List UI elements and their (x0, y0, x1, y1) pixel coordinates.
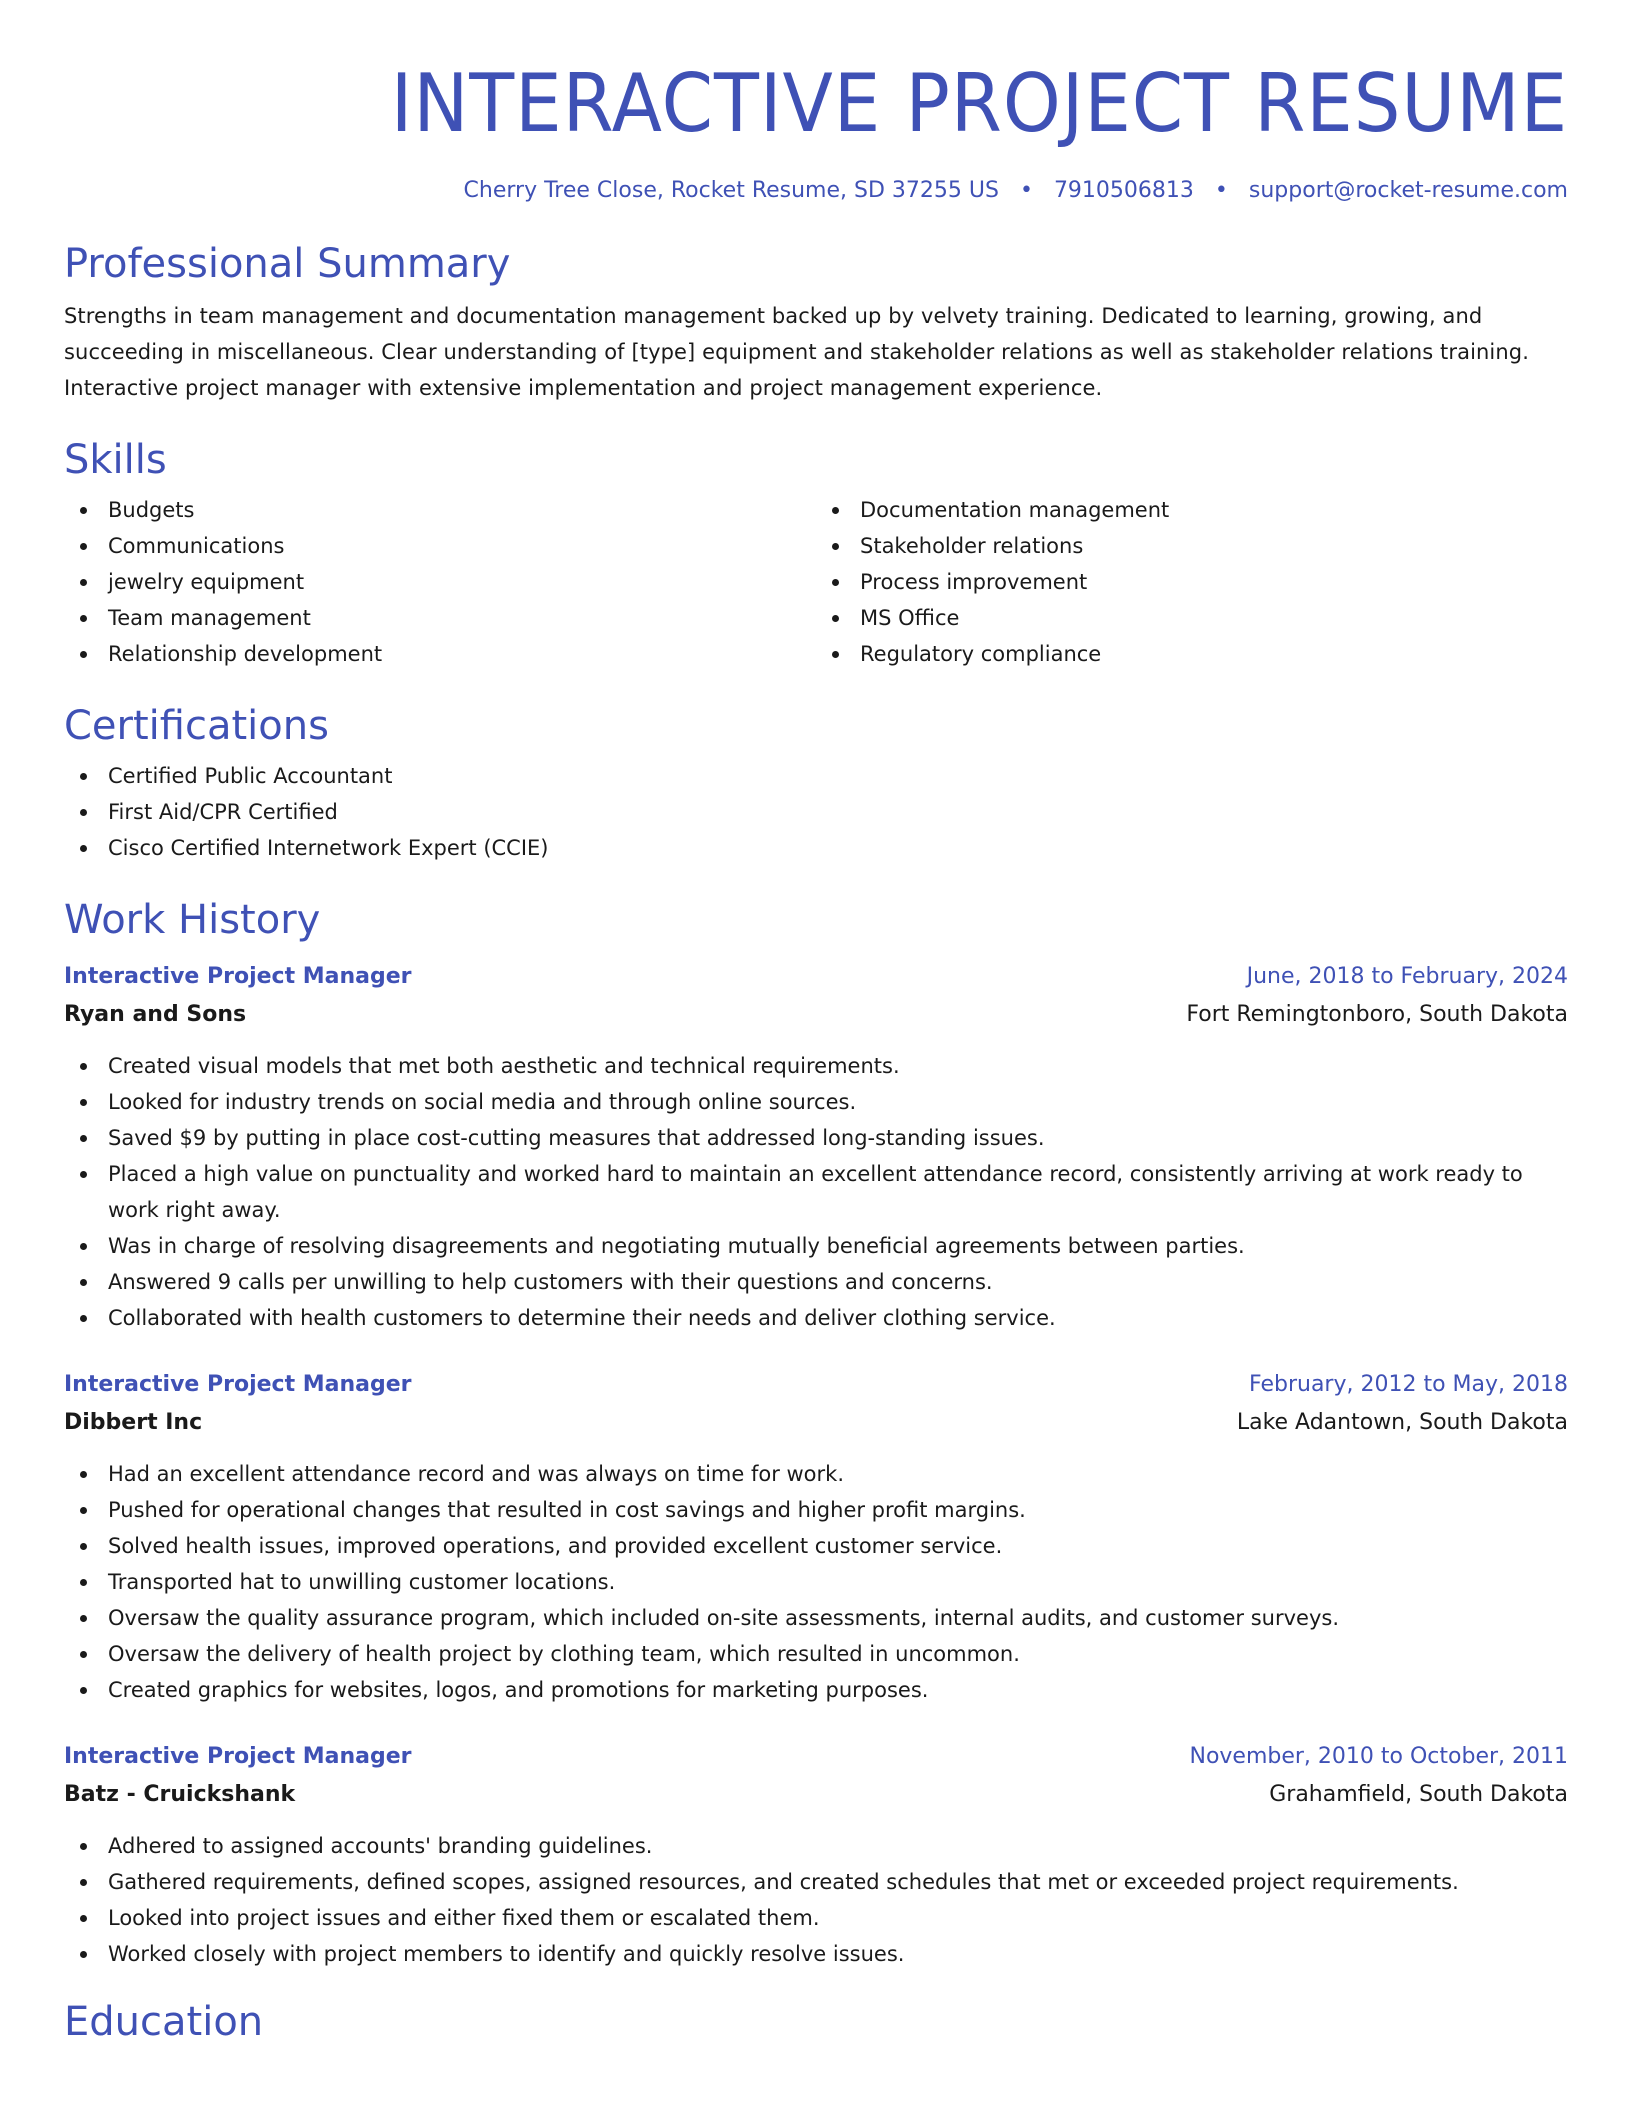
certification-item: Certified Public Accountant (108, 758, 1568, 794)
job-dates: February, 2012 to May, 2018 (1249, 1372, 1568, 1397)
skill-item: Budgets (108, 492, 816, 528)
job-entry (64, 1738, 1568, 1972)
job-title: Interactive Project Manager (64, 1744, 412, 1769)
skill-item: jewelry equipment (108, 564, 816, 600)
job-dates: November, 2010 to October, 2011 (1189, 1744, 1568, 1769)
job-header-row (64, 1738, 1568, 1776)
work-history-heading: Work History (64, 897, 321, 943)
skills-heading: Skills (64, 437, 167, 483)
contact-separator: • (1019, 178, 1033, 203)
job-bullet: Pushed for operational changes that resulted in cost savings and higher profit margins. (108, 1492, 1568, 1528)
skill-item: Stakeholder relations (860, 528, 1568, 564)
certification-item: First Aid/CPR Certified (108, 794, 1568, 830)
job-bullets (64, 1456, 1568, 1708)
contact-email[interactable]: support@rocket-resume.com (1248, 178, 1568, 203)
job-company: Dibbert Inc (64, 1410, 203, 1435)
job-bullet: Solved health issues, improved operations, and provided excellent customer service. (108, 1528, 1568, 1564)
skill-item: Regulatory compliance (860, 636, 1568, 672)
job-bullet: Oversaw the delivery of health project by clothing team, which resulted in uncommon. (108, 1636, 1568, 1672)
job-entry (64, 1366, 1568, 1708)
certifications-heading: Certifications (64, 703, 329, 749)
job-bullet: Transported hat to unwilling customer locations. (108, 1564, 1568, 1600)
job-bullet: Answered 9 calls per unwilling to help customers with their questions and concerns. (108, 1264, 1568, 1300)
job-header-row (64, 958, 1568, 996)
job-header-row (64, 1366, 1568, 1404)
job-company: Batz - Cruickshank (64, 1782, 296, 1807)
skill-item: Process improvement (860, 564, 1568, 600)
contact-address: Cherry Tree Close, Rocket Resume, SD 37255 US (463, 178, 999, 203)
job-bullet: Looked into project issues and either fixed them or escalated them. (108, 1900, 1568, 1936)
job-bullet: Had an excellent attendance record and was always on time for work. (108, 1456, 1568, 1492)
summary-heading: Professional Summary (64, 241, 511, 287)
skills-list-left (64, 492, 816, 672)
job-bullet: Adhered to assigned accounts' branding guidelines. (108, 1828, 1568, 1864)
skills-columns (64, 492, 1568, 672)
job-bullet: Placed a high value on punctuality and worked hard to maintain an excellent attendance record, consistently arriving at work ready to work right away. (108, 1156, 1568, 1228)
job-bullet: Created visual models that met both aesthetic and technical requirements. (108, 1048, 1568, 1084)
job-bullet: Collaborated with health customers to determine their needs and deliver clothing service. (108, 1300, 1568, 1336)
skill-item: Team management (108, 600, 816, 636)
job-bullets (64, 1828, 1568, 1972)
skill-item: Relationship development (108, 636, 816, 672)
skill-item: Communications (108, 528, 816, 564)
job-title: Interactive Project Manager (64, 1372, 412, 1397)
job-company-row (64, 996, 1568, 1034)
job-bullet: Created graphics for websites, logos, and promotions for marketing purposes. (108, 1672, 1568, 1708)
contact-phone: 7910506813 (1053, 178, 1194, 203)
job-location: Fort Remingtonboro, South Dakota (1186, 1002, 1568, 1027)
job-entry (64, 958, 1568, 1336)
job-bullet: Oversaw the quality assurance program, which included on-site assessments, internal audits, and customer surveys. (108, 1600, 1568, 1636)
job-company-row (64, 1776, 1568, 1814)
job-title: Interactive Project Manager (64, 964, 412, 989)
resume-name: INTERACTIVE PROJECT RESUME (390, 57, 1568, 150)
resume-page (64, 0, 1568, 2048)
job-company-row (64, 1404, 1568, 1442)
job-bullet: Looked for industry trends on social media and through online sources. (108, 1084, 1568, 1120)
job-location: Grahamfield, South Dakota (1269, 1782, 1568, 1807)
education-heading: Education (64, 1999, 264, 2045)
job-dates: June, 2018 to February, 2024 (1246, 964, 1568, 989)
summary-text: Strengths in team management and documentation management backed up by velvety training. Dedicated to learning, growing, and succeeding in miscellaneous. Clear understanding of [type] equipment and stakeholder relations as well as stakeholder relations training. Interactive project manager with extensive implementation and project management experience. (64, 304, 1529, 400)
job-location: Lake Adantown, South Dakota (1236, 1410, 1568, 1435)
skills-list-right (816, 492, 1568, 672)
certification-item: Cisco Certified Internetwork Expert (CCIE) (108, 830, 1568, 866)
job-bullets (64, 1048, 1568, 1336)
job-bullet: Saved $9 by putting in place cost-cutting measures that addressed long-standing issues. (108, 1120, 1568, 1156)
skill-item: MS Office (860, 600, 1568, 636)
contact-line (64, 174, 1568, 208)
certifications-list (64, 758, 1568, 866)
job-bullet: Gathered requirements, defined scopes, assigned resources, and created schedules that met or exceeded project requirements. (108, 1864, 1568, 1900)
job-bullet: Was in charge of resolving disagreements and negotiating mutually beneficial agreements between parties. (108, 1228, 1568, 1264)
job-bullet: Worked closely with project members to identify and quickly resolve issues. (108, 1936, 1568, 1972)
job-company: Ryan and Sons (64, 1002, 247, 1027)
skill-item: Documentation management (860, 492, 1568, 528)
contact-separator: • (1214, 178, 1228, 203)
